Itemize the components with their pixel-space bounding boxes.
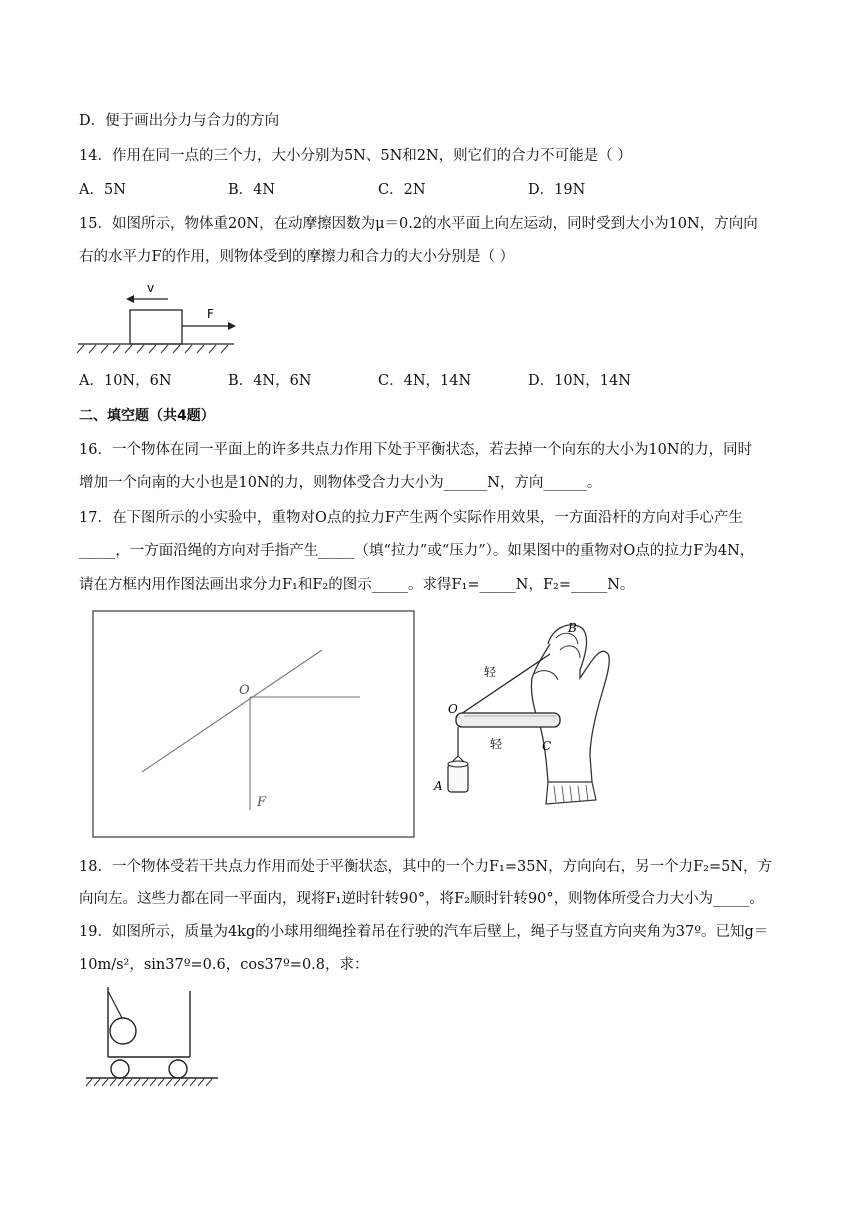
question-19-line2: 10m/s²，sin37º=0.6，cos37º=0.8，求： [79, 957, 369, 973]
rod-light-label: 轻 [490, 737, 503, 751]
question-17-line2: _____，一方面沿绳的方向对手指产生_____（填“拉力”或“压力”）。如果图中的重物对O点的拉力F为4N， [79, 543, 755, 559]
point-o-label: O [239, 683, 250, 698]
question-19-line1: 19．如图所示，质量为4kg的小球用细绳拴着吊在行驶的汽车后壁上，绳子与竖直方向夹角为37º。已知g＝ [79, 924, 769, 940]
question-15-line1: 15．如图所示，物体重20N，在动摩擦因数为μ＝0.2的水平面上向左运动，同时受到大小为10N，方向向 [79, 216, 758, 232]
question-17-line3: 请在方框内用作图法画出求分力F₁和F₂的图示_____。求得F₁=_____N，F₂=_____N。 [79, 577, 635, 593]
section-heading-fill-in: 二、填空题（共4题） [79, 408, 215, 424]
q15-option-a: A．10N，6N [79, 373, 172, 389]
q14-option-d: D．19N [528, 182, 586, 198]
label-c: C [542, 739, 552, 753]
q14-option-b: B．4N [228, 182, 276, 198]
force-f-label: F [257, 795, 267, 810]
figure-17-drawing-box [92, 610, 417, 840]
question-16-line2: 增加一个向南的大小也是10N的力，则物体受合力大小为______N，方向______。 [79, 475, 602, 491]
option-d-line: D．便于画出分力与合力的方向 [79, 113, 280, 129]
question-14: 14．作用在同一点的三个力，大小分别为5N、5N和2N，则它们的合力不可能是（ ） [79, 148, 632, 164]
q15-option-b: B．4N，6N [228, 373, 312, 389]
q14-option-c: C．2N [378, 182, 426, 198]
label-o: O [448, 702, 458, 716]
figure-15-block [76, 278, 241, 358]
rope-light-label: 轻 [484, 665, 497, 679]
q15-option-d: D．10N，14N [528, 373, 631, 389]
label-a: A [434, 779, 443, 793]
question-17-line1: 17．在下图所示的小实验中，重物对O点的拉力F产生两个实际作用效果，一方面沿杆的方向对手心产生 [79, 510, 743, 526]
figure-17-hand-rod [430, 614, 620, 809]
figure-19-cart [82, 985, 222, 1090]
velocity-label: v [147, 281, 155, 295]
force-label: F [207, 307, 214, 321]
question-18-line2: 向向左。这些力都在同一平面内，现将F₁逆时针转90°，将F₂顺时针转90°，则物体所受合力大小为_____。 [79, 891, 764, 907]
question-16-line1: 16．一个物体在同一平面上的许多共点力作用下处于平衡状态，若去掉一个向东的大小为10N的力，同时 [79, 442, 753, 458]
label-b: B [568, 621, 577, 635]
q14-option-a: A．5N [79, 182, 126, 198]
q15-option-c: C．4N，14N [378, 373, 472, 389]
question-18-line1: 18．一个物体受若干共点力作用而处于平衡状态，其中的一个力F₁=35N，方向向右，另一个力F₂=5N，方 [79, 859, 773, 875]
question-15-line2: 右的水平力F的作用，则物体受到的摩擦力和合力的大小分别是（ ） [79, 249, 515, 265]
